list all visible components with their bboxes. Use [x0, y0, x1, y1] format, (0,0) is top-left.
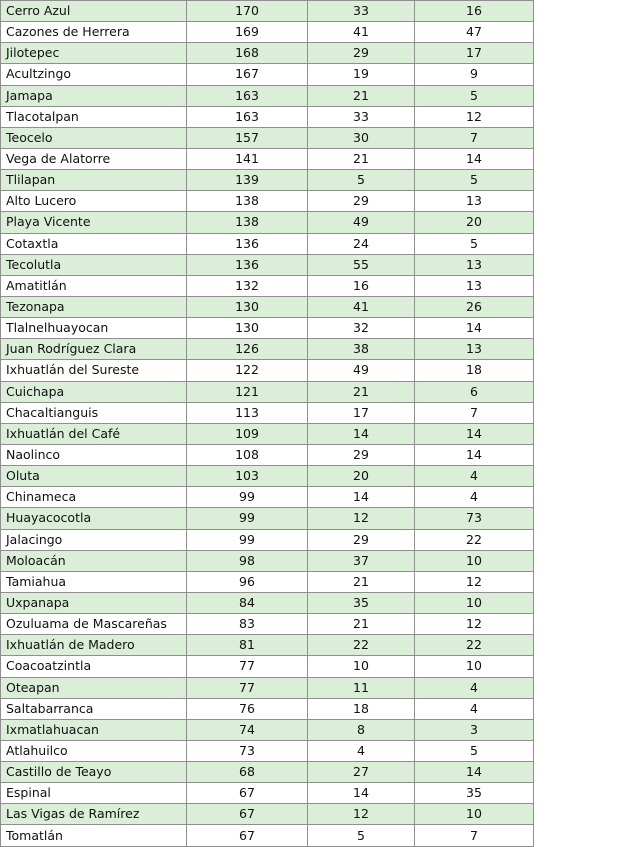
table-row — [1, 64, 534, 85]
value-cell-col1: 168 — [187, 43, 308, 64]
table-row — [1, 487, 534, 508]
municipality-name-cell: Acultzingo — [1, 64, 187, 85]
value-cell-col2: 22 — [308, 635, 415, 656]
municipality-name-cell: Espinal — [1, 783, 187, 804]
value-cell-col1: 68 — [187, 762, 308, 783]
value-cell-col2: 21 — [308, 85, 415, 106]
table-row — [1, 529, 534, 550]
table-row — [1, 635, 534, 656]
value-cell-col2: 33 — [308, 1, 415, 22]
value-cell-col2: 12 — [308, 508, 415, 529]
table-row — [1, 825, 534, 846]
value-cell-col2: 27 — [308, 762, 415, 783]
value-cell-col2: 20 — [308, 466, 415, 487]
value-cell-col1: 138 — [187, 212, 308, 233]
value-cell-col2: 37 — [308, 550, 415, 571]
table-row — [1, 296, 534, 317]
table-row — [1, 466, 534, 487]
value-cell-col1: 99 — [187, 508, 308, 529]
value-cell-col1: 121 — [187, 381, 308, 402]
value-cell-col2: 14 — [308, 783, 415, 804]
value-cell-col1: 136 — [187, 233, 308, 254]
value-cell-col2: 35 — [308, 592, 415, 613]
municipality-name-cell: Oluta — [1, 466, 187, 487]
table-row — [1, 360, 534, 381]
table-row — [1, 212, 534, 233]
municipality-name-cell: Tamiahua — [1, 571, 187, 592]
table-row — [1, 191, 534, 212]
table-row — [1, 762, 534, 783]
municipality-name-cell: Naolinco — [1, 444, 187, 465]
value-cell-col2: 29 — [308, 43, 415, 64]
table-row — [1, 275, 534, 296]
municipality-name-cell: Jalacingo — [1, 529, 187, 550]
municipality-name-cell: Tecolutla — [1, 254, 187, 275]
municipality-name-cell: Cotaxtla — [1, 233, 187, 254]
value-cell-col1: 73 — [187, 740, 308, 761]
municipality-name-cell: Moloacán — [1, 550, 187, 571]
value-cell-col1: 74 — [187, 719, 308, 740]
municipality-name-cell: Chacaltianguis — [1, 402, 187, 423]
value-cell-col1: 98 — [187, 550, 308, 571]
table-row — [1, 444, 534, 465]
value-cell-col2: 5 — [308, 825, 415, 846]
value-cell-col3: 7 — [415, 402, 534, 423]
municipality-name-cell: Juan Rodríguez Clara — [1, 339, 187, 360]
value-cell-col3: 4 — [415, 487, 534, 508]
value-cell-col2: 12 — [308, 804, 415, 825]
table-row — [1, 233, 534, 254]
value-cell-col3: 3 — [415, 719, 534, 740]
value-cell-col1: 67 — [187, 804, 308, 825]
value-cell-col3: 5 — [415, 233, 534, 254]
value-cell-col1: 113 — [187, 402, 308, 423]
value-cell-col1: 141 — [187, 148, 308, 169]
value-cell-col3: 10 — [415, 592, 534, 613]
value-cell-col3: 4 — [415, 698, 534, 719]
table-body — [1, 1, 534, 847]
value-cell-col2: 29 — [308, 191, 415, 212]
value-cell-col1: 81 — [187, 635, 308, 656]
value-cell-col1: 130 — [187, 318, 308, 339]
value-cell-col2: 41 — [308, 22, 415, 43]
municipality-name-cell: Ixhuatlán del Café — [1, 423, 187, 444]
value-cell-col2: 32 — [308, 318, 415, 339]
value-cell-col2: 19 — [308, 64, 415, 85]
value-cell-col2: 33 — [308, 106, 415, 127]
value-cell-col3: 14 — [415, 318, 534, 339]
municipality-name-cell: Ixmatlahuacan — [1, 719, 187, 740]
value-cell-col1: 138 — [187, 191, 308, 212]
value-cell-col1: 96 — [187, 571, 308, 592]
value-cell-col2: 10 — [308, 656, 415, 677]
municipality-name-cell: Ozuluama de Mascareñas — [1, 614, 187, 635]
value-cell-col2: 38 — [308, 339, 415, 360]
municipality-name-cell: Oteapan — [1, 677, 187, 698]
value-cell-col2: 14 — [308, 423, 415, 444]
table-row — [1, 677, 534, 698]
table-row — [1, 381, 534, 402]
table-row — [1, 339, 534, 360]
municipality-name-cell: Huayacocotla — [1, 508, 187, 529]
value-cell-col1: 84 — [187, 592, 308, 613]
value-cell-col3: 5 — [415, 170, 534, 191]
municipality-name-cell: Playa Vicente — [1, 212, 187, 233]
value-cell-col3: 6 — [415, 381, 534, 402]
value-cell-col2: 11 — [308, 677, 415, 698]
value-cell-col2: 55 — [308, 254, 415, 275]
municipality-name-cell: Chinameca — [1, 487, 187, 508]
value-cell-col3: 9 — [415, 64, 534, 85]
municipality-name-cell: Coacoatzintla — [1, 656, 187, 677]
value-cell-col1: 163 — [187, 106, 308, 127]
table-row — [1, 571, 534, 592]
value-cell-col3: 13 — [415, 191, 534, 212]
value-cell-col3: 12 — [415, 106, 534, 127]
value-cell-col2: 17 — [308, 402, 415, 423]
table-row — [1, 43, 534, 64]
value-cell-col1: 122 — [187, 360, 308, 381]
value-cell-col1: 76 — [187, 698, 308, 719]
table-row — [1, 170, 534, 191]
value-cell-col1: 77 — [187, 656, 308, 677]
value-cell-col3: 13 — [415, 275, 534, 296]
value-cell-col1: 170 — [187, 1, 308, 22]
value-cell-col1: 83 — [187, 614, 308, 635]
value-cell-col3: 14 — [415, 762, 534, 783]
value-cell-col1: 163 — [187, 85, 308, 106]
value-cell-col2: 16 — [308, 275, 415, 296]
value-cell-col2: 4 — [308, 740, 415, 761]
value-cell-col3: 13 — [415, 254, 534, 275]
table-row — [1, 423, 534, 444]
municipality-name-cell: Tlacotalpan — [1, 106, 187, 127]
value-cell-col2: 30 — [308, 127, 415, 148]
value-cell-col1: 99 — [187, 487, 308, 508]
value-cell-col3: 12 — [415, 571, 534, 592]
municipality-name-cell: Amatitlán — [1, 275, 187, 296]
value-cell-col3: 10 — [415, 550, 534, 571]
value-cell-col1: 67 — [187, 783, 308, 804]
value-cell-col2: 24 — [308, 233, 415, 254]
value-cell-col2: 18 — [308, 698, 415, 719]
value-cell-col3: 22 — [415, 635, 534, 656]
value-cell-col1: 169 — [187, 22, 308, 43]
value-cell-col2: 49 — [308, 360, 415, 381]
municipality-name-cell: Cerro Azul — [1, 1, 187, 22]
table-row — [1, 783, 534, 804]
value-cell-col3: 14 — [415, 444, 534, 465]
municipality-name-cell: Tlalnelhuayocan — [1, 318, 187, 339]
value-cell-col2: 8 — [308, 719, 415, 740]
value-cell-col3: 35 — [415, 783, 534, 804]
value-cell-col1: 132 — [187, 275, 308, 296]
value-cell-col3: 14 — [415, 423, 534, 444]
value-cell-col1: 77 — [187, 677, 308, 698]
value-cell-col3: 22 — [415, 529, 534, 550]
table-row — [1, 804, 534, 825]
table-row — [1, 656, 534, 677]
value-cell-col1: 99 — [187, 529, 308, 550]
value-cell-col3: 7 — [415, 127, 534, 148]
table-row — [1, 106, 534, 127]
municipality-name-cell: Atlahuilco — [1, 740, 187, 761]
value-cell-col3: 7 — [415, 825, 534, 846]
municipality-name-cell: Tomatlán — [1, 825, 187, 846]
value-cell-col2: 5 — [308, 170, 415, 191]
value-cell-col3: 10 — [415, 804, 534, 825]
table-row — [1, 127, 534, 148]
value-cell-col2: 14 — [308, 487, 415, 508]
table-row — [1, 22, 534, 43]
value-cell-col3: 47 — [415, 22, 534, 43]
value-cell-col2: 21 — [308, 381, 415, 402]
municipality-name-cell: Vega de Alatorre — [1, 148, 187, 169]
value-cell-col1: 67 — [187, 825, 308, 846]
value-cell-col2: 29 — [308, 529, 415, 550]
value-cell-col2: 21 — [308, 614, 415, 635]
municipality-name-cell: Cazones de Herrera — [1, 22, 187, 43]
table-row — [1, 719, 534, 740]
value-cell-col3: 16 — [415, 1, 534, 22]
value-cell-col3: 5 — [415, 740, 534, 761]
municipality-name-cell: Ixhuatlán del Sureste — [1, 360, 187, 381]
municipality-name-cell: Alto Lucero — [1, 191, 187, 212]
value-cell-col1: 103 — [187, 466, 308, 487]
value-cell-col1: 109 — [187, 423, 308, 444]
table-row — [1, 592, 534, 613]
value-cell-col3: 20 — [415, 212, 534, 233]
value-cell-col1: 130 — [187, 296, 308, 317]
municipality-name-cell: Teocelo — [1, 127, 187, 148]
municipality-name-cell: Cuichapa — [1, 381, 187, 402]
table-row — [1, 550, 534, 571]
table-row — [1, 85, 534, 106]
value-cell-col2: 21 — [308, 571, 415, 592]
table-row — [1, 740, 534, 761]
municipality-name-cell: Jilotepec — [1, 43, 187, 64]
value-cell-col1: 139 — [187, 170, 308, 191]
municipality-name-cell: Uxpanapa — [1, 592, 187, 613]
table-row — [1, 254, 534, 275]
table-row — [1, 148, 534, 169]
municipality-name-cell: Las Vigas de Ramírez — [1, 804, 187, 825]
municipality-name-cell: Castillo de Teayo — [1, 762, 187, 783]
value-cell-col2: 21 — [308, 148, 415, 169]
value-cell-col3: 5 — [415, 85, 534, 106]
municipality-name-cell: Ixhuatlán de Madero — [1, 635, 187, 656]
value-cell-col3: 18 — [415, 360, 534, 381]
value-cell-col3: 73 — [415, 508, 534, 529]
table-row — [1, 402, 534, 423]
table-row — [1, 318, 534, 339]
value-cell-col3: 14 — [415, 148, 534, 169]
value-cell-col3: 17 — [415, 43, 534, 64]
municipality-name-cell: Jamapa — [1, 85, 187, 106]
value-cell-col3: 4 — [415, 466, 534, 487]
value-cell-col3: 12 — [415, 614, 534, 635]
value-cell-col1: 136 — [187, 254, 308, 275]
municipality-name-cell: Saltabarranca — [1, 698, 187, 719]
value-cell-col3: 26 — [415, 296, 534, 317]
value-cell-col1: 126 — [187, 339, 308, 360]
value-cell-col3: 13 — [415, 339, 534, 360]
table-row — [1, 508, 534, 529]
table-row — [1, 1, 534, 22]
value-cell-col2: 49 — [308, 212, 415, 233]
value-cell-col3: 4 — [415, 677, 534, 698]
table-row — [1, 698, 534, 719]
value-cell-col1: 167 — [187, 64, 308, 85]
value-cell-col1: 157 — [187, 127, 308, 148]
value-cell-col2: 41 — [308, 296, 415, 317]
value-cell-col3: 10 — [415, 656, 534, 677]
value-cell-col1: 108 — [187, 444, 308, 465]
table-row — [1, 614, 534, 635]
municipality-name-cell: Tlilapan — [1, 170, 187, 191]
municipality-name-cell: Tezonapa — [1, 296, 187, 317]
value-cell-col2: 29 — [308, 444, 415, 465]
